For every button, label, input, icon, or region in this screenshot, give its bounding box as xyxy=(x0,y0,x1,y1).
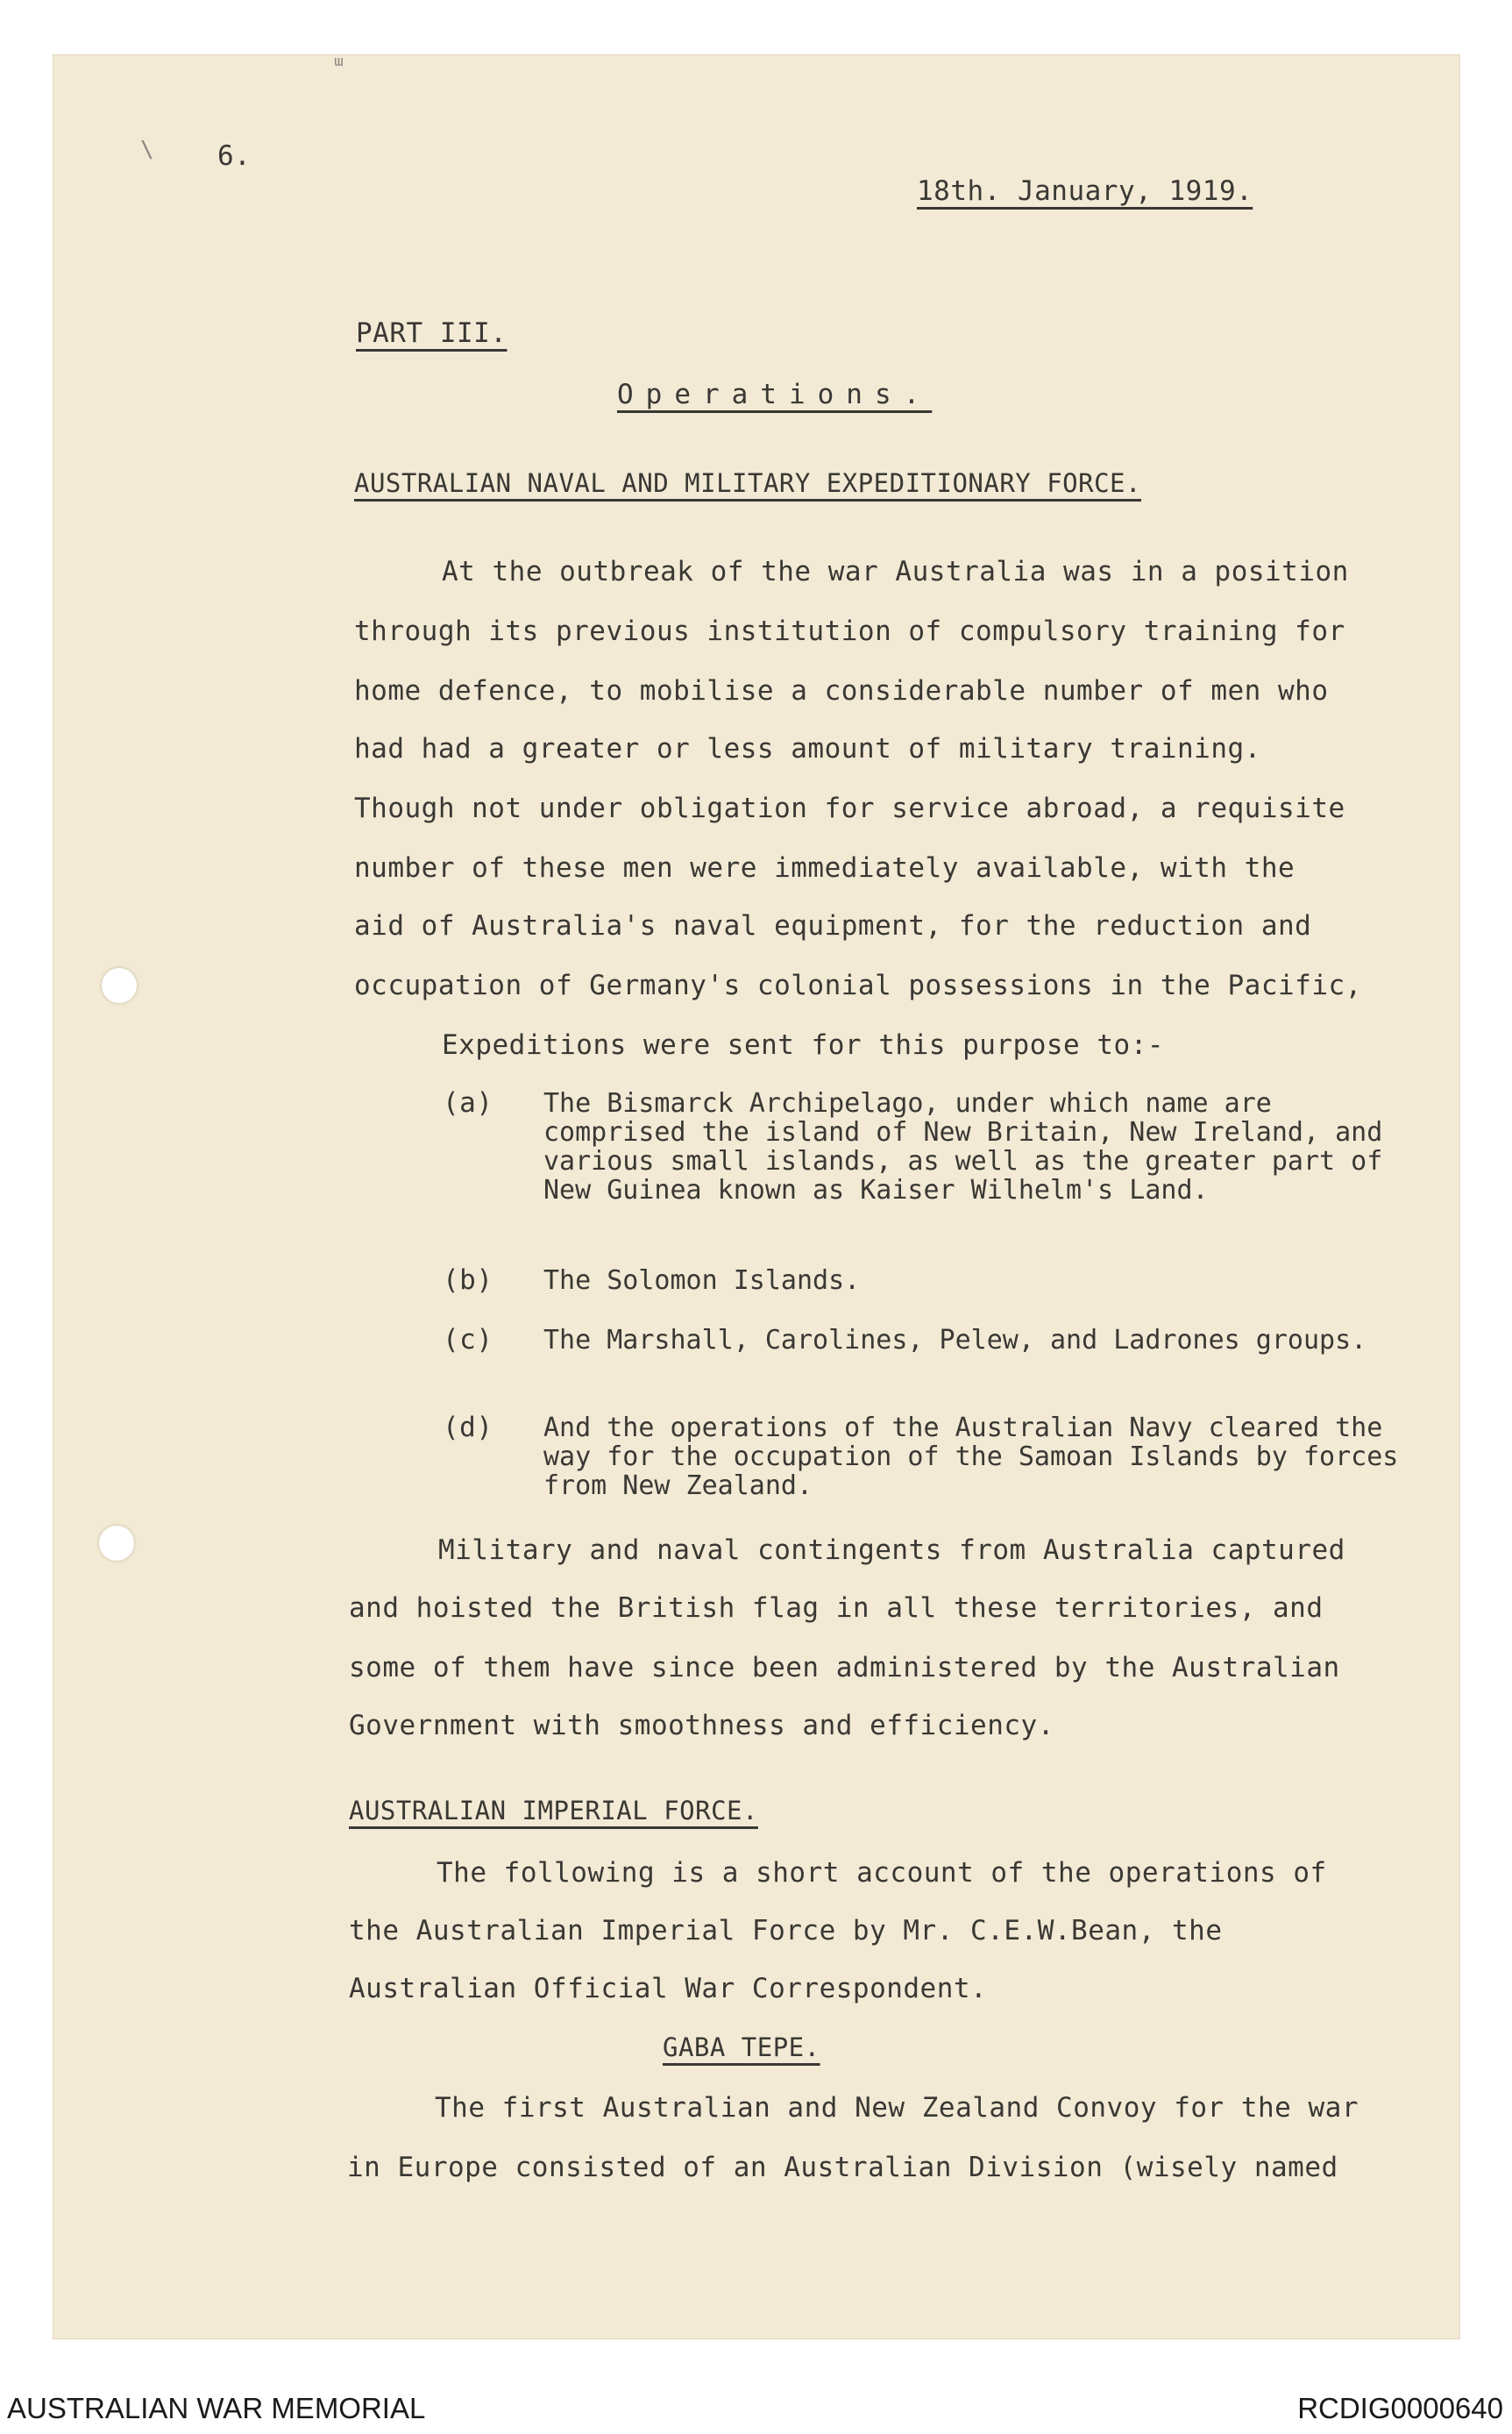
page-number: 6. xyxy=(217,140,252,172)
text-line: aid of Australia's naval equipment, for the reduction and xyxy=(354,910,1312,942)
text-line: home defence, to mobilise a considerable number of men who xyxy=(354,675,1329,707)
heading-naval-military-force: AUSTRALIAN NAVAL AND MILITARY EXPEDITIONARY FORCE. xyxy=(354,468,1141,498)
text-line: the Australian Imperial Force by Mr. C.E.W.Bean, the xyxy=(349,1915,1223,1946)
ink-tick: \ xyxy=(140,137,154,163)
part-heading: PART III. xyxy=(356,317,508,349)
document-date: 18th. January, 1919. xyxy=(917,175,1253,207)
text-line: and hoisted the British flag in all these territories, and xyxy=(349,1592,1324,1624)
ink-mark: ᵚ xyxy=(331,51,346,80)
heading-gaba-tepe: GABA TEPE. xyxy=(663,2032,820,2062)
list-item-text: The Bismarck Archipelago, under which name are comprised the island of New Britain, New Ireland, and various small islands, as well as the greater part of New Guinea known as Kaiser Wilhelm's Land. xyxy=(543,1088,1383,1206)
text-line: occupation of Germany's colonial possessions in the Pacific, xyxy=(354,970,1362,1001)
text-line: number of these men were immediately available, with the xyxy=(354,852,1295,884)
text-line: Though not under obligation for service abroad, a requisite xyxy=(354,793,1345,824)
text-line: Expeditions were sent for this purpose to:- xyxy=(442,1029,1165,1061)
punch-hole-top xyxy=(102,968,137,1003)
text-line: Australian Official War Correspondent. xyxy=(349,1973,988,2004)
list-item-text: And the operations of the Australian Navy cleared the way for the occupation of the Samoan Islands by forces from New Zealand. xyxy=(543,1413,1399,1501)
list-item-label: (c) xyxy=(443,1324,493,1356)
list-item-label: (d) xyxy=(443,1412,493,1443)
list-item-text: The Solomon Islands. xyxy=(543,1265,861,1296)
text-line: The first Australian and New Zealand Convoy for the war xyxy=(435,2092,1359,2124)
text-line: through its previous institution of compulsory training for xyxy=(354,616,1345,647)
footer-record-id: RCDIG0000640 xyxy=(1297,2392,1503,2424)
text-line: had had a greater or less amount of military training. xyxy=(354,733,1261,765)
footer-source-label: AUSTRALIAN WAR MEMORIAL xyxy=(7,2392,426,2424)
list-item-label: (b) xyxy=(443,1264,493,1296)
list-item-label: (a) xyxy=(443,1087,493,1119)
text-line: Government with smoothness and efficiency. xyxy=(349,1710,1054,1741)
text-line: Military and naval contingents from Australia captured xyxy=(438,1534,1345,1566)
text-line: At the outbreak of the war Australia was in a position xyxy=(442,556,1349,587)
text-line: The following is a short account of the operations of xyxy=(437,1857,1327,1889)
section-title: Operations. xyxy=(617,379,933,410)
heading-imperial-force: AUSTRALIAN IMPERIAL FORCE. xyxy=(349,1796,758,1826)
list-item-text: The Marshall, Carolines, Pelew, and Ladrones groups. xyxy=(543,1325,1367,1356)
text-line: some of them have since been administered by the Australian xyxy=(349,1652,1340,1683)
text-line: in Europe consisted of an Australian Division (wisely named xyxy=(347,2152,1338,2183)
punch-hole-bottom xyxy=(99,1526,134,1561)
